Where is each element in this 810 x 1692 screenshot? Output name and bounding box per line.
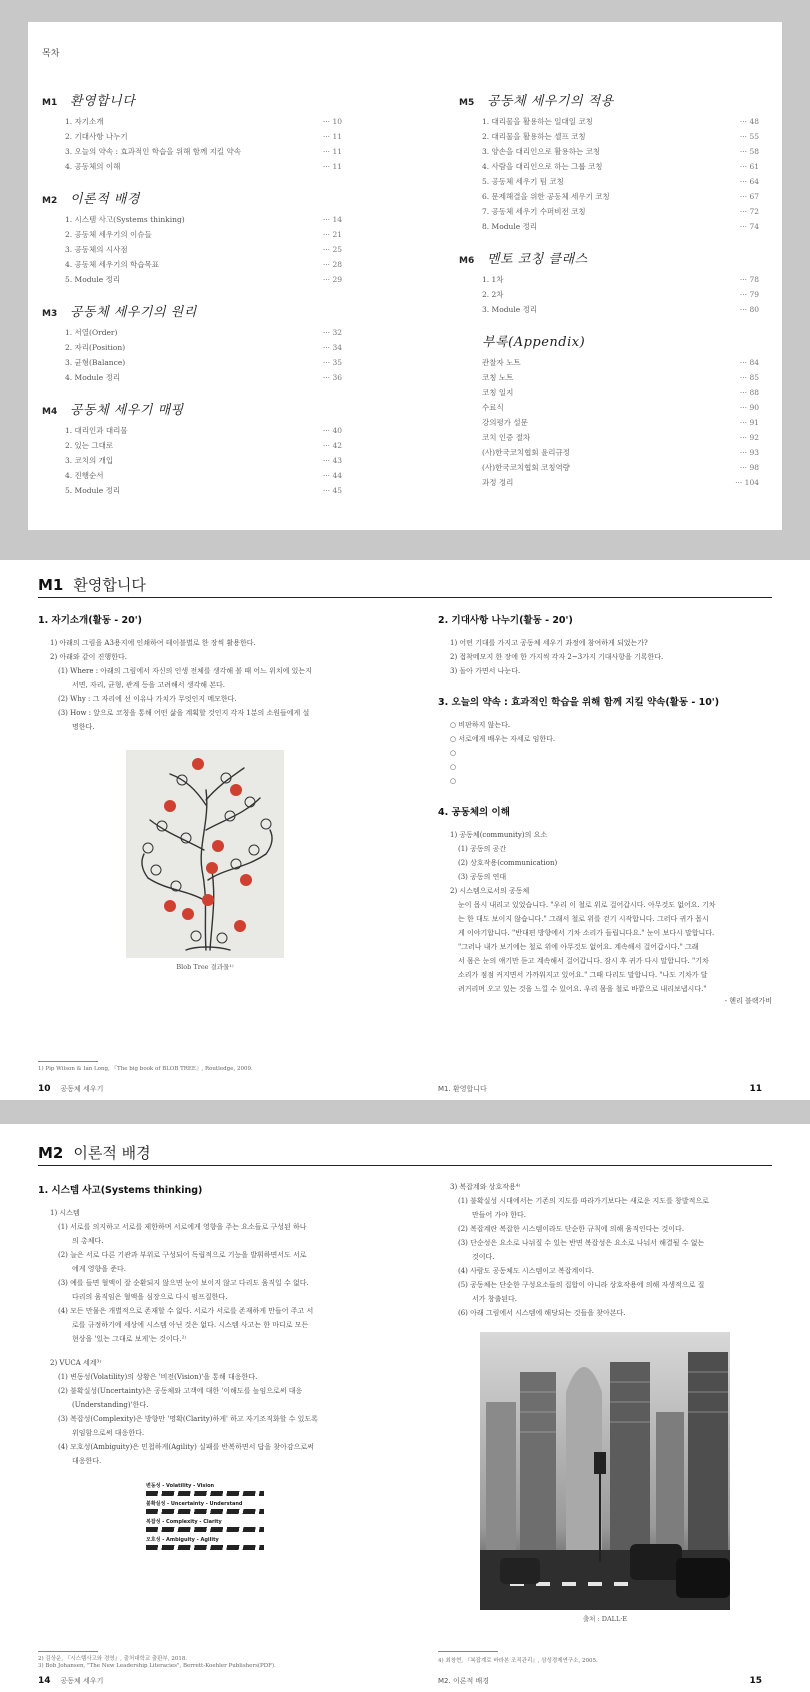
toc-right-column <box>459 90 759 504</box>
toc-entry-page: ··· 67 <box>739 192 759 201</box>
module-header <box>38 572 772 598</box>
toc-entry-page: ··· 79 <box>739 290 759 299</box>
toc-section <box>459 90 759 234</box>
toc-entry-page: ··· 92 <box>739 433 759 442</box>
toc-entry[interactable] <box>42 114 342 129</box>
body-line: 게 이야기합니다. "반대편 방향에서 기차 소리가 들립니다요." 눈이 보다시 말합니다. <box>458 929 715 937</box>
page-left <box>38 600 372 971</box>
body-line: (6) 아래 그림에서 시스템에 해당되는 것들을 찾아본다. <box>458 1309 626 1317</box>
folio-left <box>38 1084 103 1094</box>
toc-section-header <box>42 188 342 207</box>
body-line: (1) Where : 아래의 그림에서 자신의 인생 전체를 생각해 볼 때 어느 위치에 있는지 <box>58 667 312 675</box>
toc-section <box>459 248 759 317</box>
module-code: M2 <box>38 1143 64 1162</box>
vuca-label: 복잡성 - Complexity - Clarity <box>146 1519 222 1525</box>
body-line: 2) 접착메모지 한 장에 한 가지씩 각자 2~3가지 기대사항을 기록한다. <box>450 653 664 661</box>
toc-entry-page: ··· 40 <box>322 426 342 435</box>
toc-entry-page: ··· 90 <box>739 403 759 412</box>
toc-section-code: M2 <box>42 196 58 206</box>
toc-section <box>42 90 342 174</box>
m2-spread <box>0 1124 810 1692</box>
toc-entry[interactable] <box>42 370 342 385</box>
city-illustration <box>480 1332 730 1610</box>
toc-entry[interactable] <box>42 423 342 438</box>
toc-entry-title: 관찰자 노트 <box>482 358 521 367</box>
body-line: 3) 복잡계와 상호작용⁴⁾ <box>450 1183 521 1191</box>
toc-entry-title: 3. 균형(Balance) <box>65 358 126 367</box>
toc-entry[interactable] <box>42 242 342 257</box>
toc-entry-page: ··· 78 <box>739 275 759 284</box>
body-line: 로를 규정하기에 세상에 시스템 아닌 것은 없다. 시스템 사고는 한 마디로 모든 <box>72 1321 309 1329</box>
toc-entry-title: 3. 오늘의 약속 : 효과적인 학습을 위해 함께 지킬 약속 <box>65 147 242 156</box>
figure-caption: 출처 : DALL·E <box>582 1615 628 1623</box>
body-line: "그러나 내가 보기에는 철로 위에 아무것도 없어요. 계속해서 걸어갑시다." 그래 <box>458 943 699 951</box>
m1-spread <box>0 560 810 1100</box>
toc-section-title: 공동체 세우기 매핑 <box>70 403 184 418</box>
toc-entry-page: ··· 44 <box>322 471 342 480</box>
toc-entry-title: 2. 대리물을 활용하는 셀프 코칭 <box>482 132 586 141</box>
vuca-label: 변동성 - Volatility - Vision <box>146 1483 215 1489</box>
body-line: ○ <box>450 763 457 771</box>
toc-entry-page: ··· 11 <box>322 162 342 171</box>
toc-section-header <box>42 301 342 320</box>
body-line: 에게 영향을 준다. <box>72 1265 127 1273</box>
toc-entry-title: 6. 문제해결을 위한 공동체 세우기 코칭 <box>482 192 610 201</box>
body-line: 만들어 가야 한다. <box>472 1211 527 1219</box>
toc-entry[interactable] <box>42 355 342 370</box>
body-line: 서 몸은 눈의 얘기만 듣고 계속해서 걸어갑니다. 잠시 후 귀가 다시 말합니다. "기차 <box>458 957 709 965</box>
toc-entry-page: ··· 29 <box>322 275 342 284</box>
toc-entry-title: 4. 공동체의 이해 <box>65 162 121 171</box>
toc-entry-title: 과정 정리 <box>482 478 514 487</box>
toc-entry[interactable] <box>42 340 342 355</box>
body-line: ○ 서로에게 배우는 자세로 임한다. <box>450 735 556 743</box>
toc-entry-page: ··· 21 <box>322 230 342 239</box>
toc-section-title: 공동체 세우기의 적용 <box>487 94 614 109</box>
section-body <box>38 636 372 734</box>
folio-right <box>438 1676 772 1686</box>
toc-entry[interactable] <box>42 325 342 340</box>
body-line: 것이다. <box>472 1253 495 1261</box>
body-line: 위임함으로써 대응한다. <box>72 1429 145 1437</box>
toc-entry-page: ··· 14 <box>322 215 342 224</box>
footnote-rule <box>38 1061 98 1062</box>
toc-entry[interactable] <box>42 159 342 174</box>
toc-entry[interactable] <box>459 144 759 159</box>
vuca-label: 불확실성 - Uncertainty - Understand <box>146 1501 243 1507</box>
blob-tree-illustration <box>126 750 284 958</box>
body-line: 2) VUCA 세계³⁾ <box>50 1359 102 1367</box>
toc-entry-page: ··· 80 <box>739 305 759 314</box>
body-line: (2) 상호작용(communication) <box>458 859 558 867</box>
toc-entry-page: ··· 85 <box>739 373 759 382</box>
toc-entry[interactable] <box>459 445 759 460</box>
page-right <box>438 1170 772 1623</box>
toc-entry-title: 1. 서열(Order) <box>65 328 118 337</box>
vuca-bar <box>146 1527 264 1532</box>
toc-entry-page: ··· 104 <box>735 478 759 487</box>
body-line: (2) Why : 그 자리에 선 이유나 가치가 무엇인지 메모한다. <box>58 695 237 703</box>
toc-entry[interactable] <box>459 415 759 430</box>
toc-section-title: 공동체 세우기의 원리 <box>70 305 197 320</box>
toc-entry[interactable] <box>459 159 759 174</box>
toc-entry-title: 4. 진행순서 <box>65 471 104 480</box>
toc-section-title: 멘토 코칭 클래스 <box>487 252 588 267</box>
toc-entry-page: ··· 36 <box>322 373 342 382</box>
toc-entry[interactable] <box>42 272 342 287</box>
toc-entry-title: 수료식 <box>482 403 504 412</box>
section-body <box>38 1206 372 1468</box>
toc-entry-title: 1. 시스템 사고(Systems thinking) <box>65 215 185 224</box>
page-number: 10 <box>38 1084 51 1094</box>
body-line: (2) 늘은 서로 다른 기관과 부위로 구성되어 독립적으로 기능을 발휘하면서도 서로 <box>58 1251 307 1259</box>
body-line: (1) 불확실성 시대에서는 기존의 지도를 따라가기보다는 새로운 지도를 창발적으로 <box>458 1197 709 1205</box>
toc-entry-title: 코치 인증 절차 <box>482 433 531 442</box>
toc-section-code: M1 <box>42 98 58 108</box>
toc-entry[interactable] <box>459 400 759 415</box>
toc-entry[interactable] <box>459 114 759 129</box>
toc-entry-page: ··· 28 <box>322 260 342 269</box>
folio-left <box>38 1676 103 1686</box>
toc-entry-title: 코칭 일지 <box>482 388 514 397</box>
toc-entry-title: 4. 사람을 대리인으로 하는 그룹 코칭 <box>482 162 603 171</box>
body-line: 1) 시스템 <box>50 1209 80 1217</box>
toc-section-code: M4 <box>42 407 58 417</box>
section-title: 4. 공동체의 이해 <box>438 807 510 818</box>
module-title: 환영합니다 <box>73 576 146 594</box>
body-line: (5) 공동체는 단순한 구성요소들의 집합이 아니라 상호작용에 의해 자생적으로 질 <box>458 1281 705 1289</box>
body-line: 현상을 '있는 그대로 보게'는 것이다.²⁾ <box>72 1335 187 1343</box>
section-body <box>438 828 772 996</box>
section-title: 2. 기대사항 나누기(활동 - 20') <box>438 615 573 626</box>
body-line: (3) 복잡성(Complexity)은 방향만 '명확(Clarity)하게' 하고 자기조직화할 수 있도록 <box>58 1415 318 1423</box>
toc-entry[interactable] <box>42 144 342 159</box>
toc-entry-title: 2. 기대사항 나누기 <box>65 132 128 141</box>
toc-section-title: 이론적 배경 <box>70 192 140 207</box>
body-line: 눈이 몹시 내리고 있었습니다. "우리 이 철로 위로 걸어갑시다. 아무것도 없어요. 기차 <box>458 901 716 909</box>
toc-entry[interactable] <box>459 355 759 370</box>
toc-entry-title: (사)한국코치협회 코칭역량 <box>482 463 570 472</box>
page-number: 15 <box>749 1676 762 1686</box>
toc-entry[interactable] <box>459 430 759 445</box>
body-line: 1) 공동체(community)의 요소 <box>450 831 548 839</box>
toc-section-header <box>459 331 759 350</box>
toc-entry-title: 3. 코치의 개입 <box>65 456 114 465</box>
toc-entry-page: ··· 10 <box>322 117 342 126</box>
toc-entry-page: ··· 42 <box>322 441 342 450</box>
toc-entry[interactable] <box>42 468 342 483</box>
running-title: 공동체 세우기 <box>60 1677 104 1685</box>
toc-entry-title: 2. 공동체 세우기의 이슈들 <box>65 230 152 239</box>
city-image <box>480 1332 730 1610</box>
page-number: 11 <box>749 1084 762 1094</box>
toc-entry-page: ··· 32 <box>322 328 342 337</box>
toc-entry-page: ··· 43 <box>322 456 342 465</box>
body-line: 려거리며 오고 있는 것을 느낄 수 있어요. 우리 몸을 철로 바깥으로 내리보냅시다." <box>458 985 707 993</box>
toc-entry-title: 3. 공동체의 시사점 <box>65 245 128 254</box>
toc-entry-title: 4. 공동체 세우기의 학습목표 <box>65 260 160 269</box>
toc-section-code: M6 <box>459 256 475 266</box>
toc-section <box>42 188 342 287</box>
toc-entry[interactable] <box>459 287 759 302</box>
toc-entry[interactable] <box>459 129 759 144</box>
body-line: 의 총체다. <box>72 1237 104 1245</box>
toc-entry-title: 강의평가 설문 <box>482 418 528 427</box>
toc-entry-page: ··· 74 <box>739 222 759 231</box>
toc-entry-title: 5. Module 정리 <box>65 486 121 495</box>
toc-entry-page: ··· 84 <box>739 358 759 367</box>
body-line: 1) 아래의 그림을 A3용지에 인쇄하여 테이블별로 한 장씩 활용한다. <box>50 639 256 647</box>
body-line: (4) 모든 만물은 개별적으로 존재할 수 없다. 서로가 서로를 존재하게 만들어 주고 서 <box>58 1307 314 1315</box>
toc-section-header <box>42 90 342 109</box>
module-code: M1 <box>38 575 64 594</box>
toc-entry[interactable] <box>459 460 759 475</box>
section-title: 1. 자기소개(활동 - 20') <box>38 615 142 626</box>
toc-entry-title: 8. Module 정리 <box>482 222 538 231</box>
toc-entry[interactable] <box>42 129 342 144</box>
toc-entry[interactable] <box>42 257 342 272</box>
toc-entry-title: 4. Module 정리 <box>65 373 121 382</box>
toc-entry-title: 2. 2차 <box>482 290 504 299</box>
toc-entry-title: 2. 자리(Position) <box>65 343 126 352</box>
toc-entry-title: 5. Module 정리 <box>65 275 121 284</box>
body-line: 소리가 점점 커지면서 가까워지고 있어요." 그때 다리도 말합니다. "나도 기차가 달 <box>458 971 708 979</box>
toc-entry-page: ··· 34 <box>322 343 342 352</box>
toc-entry-page: ··· 91 <box>739 418 759 427</box>
toc-entry-page: ··· 58 <box>739 147 759 156</box>
toc-entry[interactable] <box>459 272 759 287</box>
toc-entry[interactable] <box>42 227 342 242</box>
toc-entry-page: ··· 45 <box>322 486 342 495</box>
vuca-bar <box>146 1491 264 1496</box>
toc-entry-title: 2. 있는 그대로 <box>65 441 114 450</box>
page-right <box>438 600 772 1006</box>
toc-entry[interactable] <box>459 219 759 234</box>
body-line: (1) 서로를 의지하고 서로를 제한하며 서로에게 영향을 주는 요소들로 구성된 하나 <box>58 1223 307 1231</box>
body-line: 2) 시스템으로서의 공동체 <box>450 887 530 895</box>
toc-entry-title: 1. 1차 <box>482 275 504 284</box>
section-body <box>438 1180 772 1320</box>
toc-entry-page: ··· 35 <box>322 358 342 367</box>
body-line: (3) 공동의 연대 <box>458 873 507 881</box>
toc-entry-page: ··· 48 <box>739 117 759 126</box>
toc-section-header <box>42 399 342 418</box>
vuca-bar <box>146 1509 264 1514</box>
toc-entry-title: 1. 대리물을 활용하는 일대일 코칭 <box>482 117 593 126</box>
toc-section <box>42 399 342 498</box>
toc-entry-page: ··· 72 <box>739 207 759 216</box>
body-line: ○ <box>450 777 457 785</box>
toc-section-title: 부록(Appendix) <box>482 335 586 350</box>
figure-caption: Blob Tree 결과물¹⁾ <box>176 963 234 971</box>
toc-entry[interactable] <box>459 302 759 317</box>
vuca-bar <box>146 1545 264 1550</box>
section-body <box>438 718 772 788</box>
toc-entry-title: 5. 공동체 세우기 팀 코칭 <box>482 177 564 186</box>
toc-entry[interactable] <box>42 453 342 468</box>
page-left <box>38 1170 372 1550</box>
toc-entry[interactable] <box>42 483 342 498</box>
toc-page <box>28 22 782 530</box>
section-title: 3. 오늘의 약속 : 효과적인 학습을 위해 함께 지킬 약속(활동 - 10') <box>438 697 720 708</box>
body-line: (2) 불확실성(Uncertainty)은 공동체와 고객에 대한 '이해도를 높임으로써 대응 <box>58 1387 303 1395</box>
footnote: 4) 최창현, 『복잡계로 바라본 조직관리』, 삼성경제연구소, 2005. <box>438 1658 598 1664</box>
body-line: (3) 예를 들면 혈액이 잘 순환되지 않으면 눈이 보이지 않고 다리도 움직일 수 없다. <box>58 1279 309 1287</box>
body-line: (1) 공동의 공간 <box>458 845 507 853</box>
toc-section-header <box>459 248 759 267</box>
footnote: 3) Bob Johansen, "The New Leadership Literacies", Berrett-Koehler Publishers(PDF). <box>38 1663 276 1669</box>
vuca-diagram <box>146 1482 264 1550</box>
footnote-rule <box>38 1651 98 1652</box>
toc-entry-title: (사)한국코치협회 윤리규정 <box>482 448 570 457</box>
running-title: 공동체 세우기 <box>60 1085 104 1093</box>
toc-section-code: M3 <box>42 309 58 319</box>
running-title: M1. 환영합니다 <box>438 1085 487 1093</box>
body-line: (4) 사람도 공동체도 시스템이고 복잡계이다. <box>458 1267 594 1275</box>
toc-section-code: M5 <box>459 98 475 108</box>
toc-entry[interactable] <box>459 189 759 204</box>
body-line: 다리의 움직임은 혈액을 심장으로 다시 펌프질한다. <box>72 1293 228 1301</box>
body-line: (2) 복잡계란 복잡한 시스템이라도 단순한 규칙에 의해 움직인다는 것이다. <box>458 1225 685 1233</box>
body-line: (Understanding)'한다. <box>72 1401 149 1409</box>
body-line: 명한다. <box>72 723 95 731</box>
toc-entry-page: ··· 11 <box>322 132 342 141</box>
body-line: (3) How : 앞으로 코칭을 통해 어떤 삶을 계획할 것인지 각자 1분의 소원들에게 설 <box>58 709 310 717</box>
toc-entry-title: 코칭 노트 <box>482 373 514 382</box>
body-line: (4) 모호성(Ambiguity)은 민첩하게(Agility) 실패를 반복하면서 답을 찾아감으로써 <box>58 1443 314 1451</box>
toc-left-column <box>42 90 342 512</box>
toc-entry[interactable] <box>42 212 342 227</box>
body-line: ○ 비판하지 않는다. <box>450 721 511 729</box>
toc-entry-page: ··· 88 <box>739 388 759 397</box>
module-title: 이론적 배경 <box>73 1144 151 1162</box>
toc-section <box>42 301 342 385</box>
toc-entry[interactable] <box>42 438 342 453</box>
toc-entry-page: ··· 93 <box>739 448 759 457</box>
toc-entry-page: ··· 98 <box>739 463 759 472</box>
footnote: 2) 김상운, 『시스템사고와 경영』, 출처대학교 출판부, 2018. <box>38 1656 188 1662</box>
toc-label: 목차 <box>42 49 60 59</box>
body-line: 서면, 자리, 균형, 관계 등을 고려해서 생각해 본다. <box>72 681 225 689</box>
running-title: M2. 이론적 배경 <box>438 1677 489 1685</box>
body-line: 1) 어떤 기대를 가지고 공동체 세우기 과정에 참여하게 되었는가? <box>450 639 648 647</box>
toc-entry-title: 1. 대리인과 대리물 <box>65 426 128 435</box>
body-line: 대응한다. <box>72 1457 102 1465</box>
toc-entry[interactable] <box>459 174 759 189</box>
body-line: ○ <box>450 749 457 757</box>
toc-section-title: 환영합니다 <box>70 94 136 109</box>
toc-entry-page: ··· 61 <box>739 162 759 171</box>
toc-entry-title: 3. 양손을 대리인으로 활용하는 코칭 <box>482 147 601 156</box>
toc-entry-page: ··· 11 <box>322 147 342 156</box>
toc-entry[interactable] <box>459 370 759 385</box>
body-line: 3) 돌아 가면서 나눈다. <box>450 667 521 675</box>
page-number: 14 <box>38 1676 51 1686</box>
section-title: 1. 시스템 사고(Systems thinking) <box>38 1185 203 1196</box>
toc-entry[interactable] <box>459 204 759 219</box>
toc-entry-title: 1. 자기소개 <box>65 117 104 126</box>
quote-author: - 헨리 블랙가비 <box>724 997 772 1005</box>
toc-entry-page: ··· 25 <box>322 245 342 254</box>
footnote-rule <box>438 1651 498 1652</box>
body-line: 2) 아래와 같이 진행한다. <box>50 653 127 661</box>
body-line: 서가 창출된다. <box>472 1295 518 1303</box>
folio-right <box>438 1084 772 1094</box>
toc-entry-title: 3. Module 정리 <box>482 305 538 314</box>
toc-entry-title: 7. 공동체 세우기 수퍼비전 코칭 <box>482 207 586 216</box>
body-line: (1) 변동성(Volatility)의 상황은 '비전(Vision)'을 통해 대응한다. <box>58 1373 258 1381</box>
toc-entry-page: ··· 55 <box>739 132 759 141</box>
toc-entry-page: ··· 64 <box>739 177 759 186</box>
toc-entry[interactable] <box>459 475 759 490</box>
toc-section-header <box>459 90 759 109</box>
vuca-label: 모호성 - Ambiguity - Agility <box>146 1537 219 1543</box>
module-header <box>38 1140 772 1166</box>
toc-appendix <box>459 331 759 490</box>
blob-tree-figure <box>126 750 284 958</box>
section-body <box>438 636 772 678</box>
footnote: 1) Pip Wilson & Ian Long, 『The big book of BLOB TREE』, Routledge, 2009. <box>38 1066 253 1072</box>
spacer <box>38 1346 372 1356</box>
body-line: (3) 단순성은 요소로 나뉘질 수 있는 반면 복잡성은 요소로 나눠서 해결될 수 없는 <box>458 1239 705 1247</box>
toc-entry[interactable] <box>459 385 759 400</box>
body-line: 는 한 대도 보이지 않습니다." 그래서 철로 위를 걷기 시작합니다. 그러다 귀가 몹시 <box>458 915 709 923</box>
